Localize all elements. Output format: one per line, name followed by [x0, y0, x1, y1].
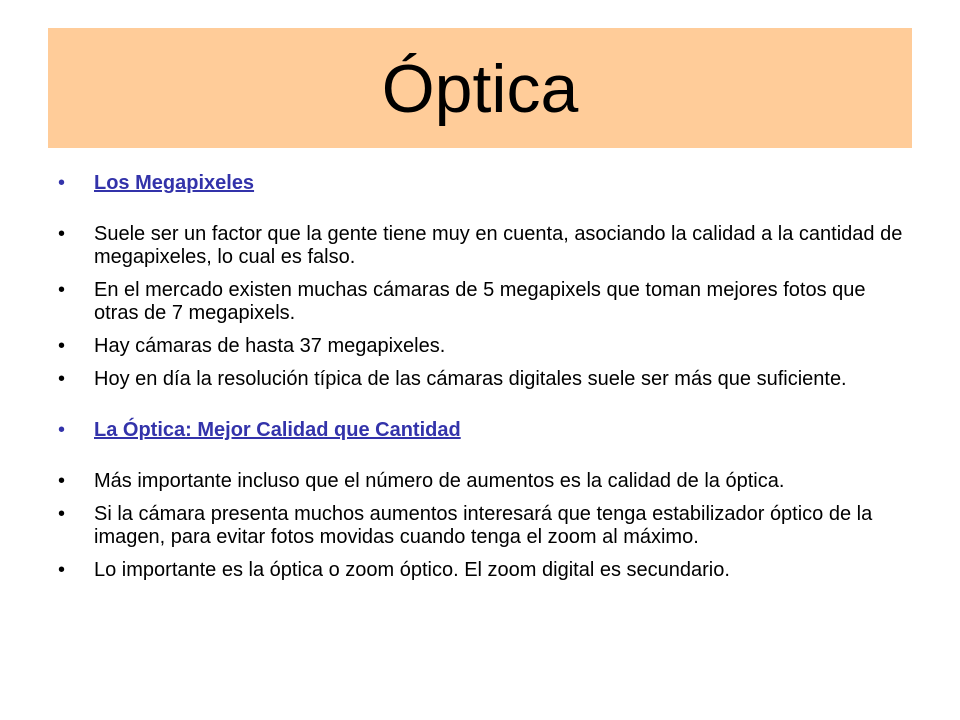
heading-link-megapixeles[interactable]: Los Megapixeles	[94, 172, 255, 194]
bullet-text: Hay cámaras de hasta 37 megapixeles.	[94, 335, 446, 357]
list-item	[58, 223, 908, 269]
section-heading-optica	[58, 419, 908, 442]
list-item	[58, 335, 908, 358]
bullet-glyph: •	[58, 223, 66, 245]
list-item	[58, 470, 908, 493]
bullet-glyph: •	[58, 503, 66, 525]
bullet-text: Más importante incluso que el número de aumentos es la calidad de la óptica.	[94, 470, 785, 492]
bullet-glyph: •	[58, 279, 66, 301]
title-banner	[48, 28, 912, 148]
bullet-list	[58, 172, 908, 582]
bullet-text: Lo importante es la óptica o zoom óptico. El zoom digital es secundario.	[94, 559, 730, 581]
bullet-glyph: •	[58, 559, 66, 581]
bullet-glyph: •	[58, 368, 66, 390]
bullet-text: Si la cámara presenta muchos aumentos interesará que tenga estabilizador óptico de la imagen, para evitar fotos movidas cuando tenga el zoom al máximo.	[94, 503, 873, 548]
bullet-glyph: •	[58, 335, 66, 357]
bullet-glyph: •	[58, 419, 66, 441]
slide-title: Óptica	[381, 51, 579, 127]
bullet-text: Suele ser un factor que la gente tiene muy en cuenta, asociando la calidad a la cantidad de megapixeles, lo cual es falso.	[94, 223, 903, 268]
bullet-glyph: •	[58, 470, 66, 492]
bullet-text: Hoy en día la resolución típica de las cámaras digitales suele ser más que suficiente.	[94, 368, 847, 390]
heading-link-optica[interactable]: La Óptica: Mejor Calidad que Cantidad	[94, 419, 461, 441]
bullet-glyph: •	[58, 172, 66, 194]
list-item	[58, 559, 908, 582]
list-item	[58, 368, 908, 391]
list-item	[58, 503, 908, 549]
bullet-text: En el mercado existen muchas cámaras de 5 megapixels que toman mejores fotos que otras de 7 megapixels.	[94, 279, 866, 324]
section-heading-megapixeles	[58, 172, 908, 195]
list-item	[58, 279, 908, 325]
